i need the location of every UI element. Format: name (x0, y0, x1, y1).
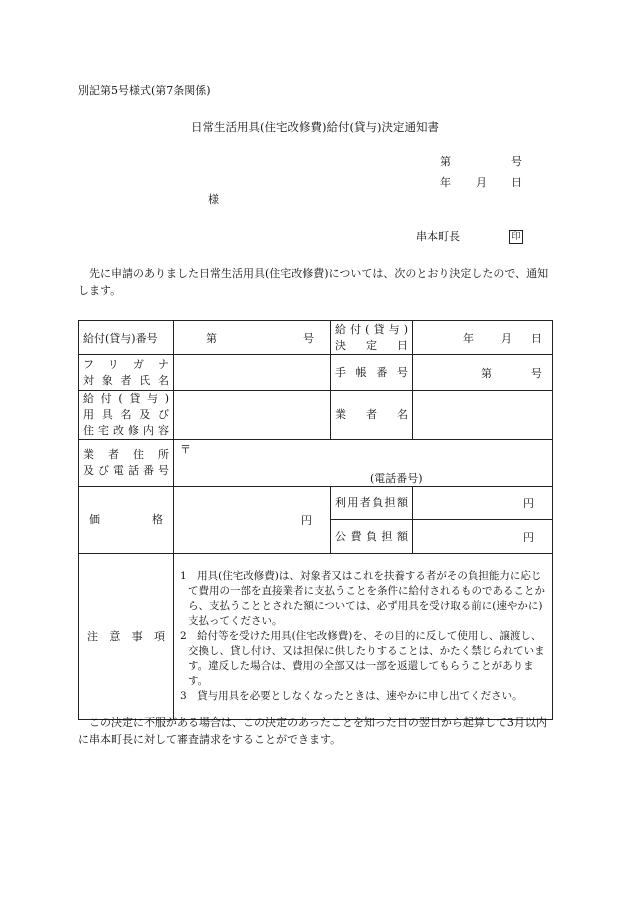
label-benefit-number: 給付(貸与)番号 (79, 321, 174, 355)
row-number (79, 321, 553, 355)
intro-paragraph: 先に申請のありました日常生活用具(住宅改修費)については、次のとおり決定したので、通知します。 (78, 267, 549, 297)
label-decision-date: 給付(貸与) 決定日 (331, 321, 413, 355)
value-vendor-name (413, 391, 553, 440)
decision-table (78, 320, 553, 720)
value-public-burden: 円 (413, 520, 553, 554)
seal-mark (509, 229, 523, 244)
row-price-1 (79, 487, 553, 520)
label-item-content: 給付(貸与) 用具名及び 住宅改修内容 (79, 391, 174, 440)
label-vendor-name: 業者名 (331, 391, 413, 440)
form-reference: 別記第5号様式(第7条関係) (78, 84, 211, 97)
value-user-burden: 円 (413, 487, 553, 520)
footer-paragraph: この決定に不服がある場合は、この決定のあったことを知った日の翌日から起算して3月以内に串本町長に対して審査請求をすることができます。 (78, 716, 547, 746)
number-dai: 第 (440, 155, 451, 168)
addressee-sama: 様 (208, 193, 219, 206)
value-vendor-address (174, 440, 553, 487)
notes-content (174, 554, 553, 720)
date-month: 月 (476, 176, 487, 189)
row-name (79, 355, 553, 391)
label-notes: 注意事項 (79, 554, 174, 720)
value-handbook-number: 第 号 (413, 355, 553, 391)
label-price: 価格 (79, 487, 174, 554)
value-benefit-number: 第 号 (174, 321, 331, 355)
note-item: 3 貸与用具を必要としなくなったときは、速やかに申し出てください。 (180, 690, 523, 702)
label-public-burden: 公費負担額 (331, 520, 413, 554)
value-price: 円 (174, 487, 331, 554)
row-vendor-address (79, 440, 553, 487)
row-item (79, 391, 553, 440)
value-decision-date: 年 月 日 (413, 321, 553, 355)
number-go: 号 (511, 155, 522, 168)
row-notes (79, 554, 553, 720)
document-title: 日常生活用具(住宅改修費)給付(貸与)決定通知書 (191, 120, 439, 134)
note-item: 1 用具(住宅改修費)は、対象者又はこれを扶養する者がその負担能力に応じて費用の一部を直接業者に支払うことを条件に給付されるものであることから、支払うこととされた額については、必ず用具を受け取る前に(速やかに)支払ってください。 (180, 570, 545, 627)
label-vendor-address: 業者住所 及び電話番号 (79, 440, 174, 487)
date-year: 年 (440, 176, 451, 189)
seal-stamp: 印 (509, 230, 523, 244)
postal-mark: 〒 (180, 443, 191, 456)
label-handbook-number: 手帳番号 (331, 355, 413, 391)
issuer-name: 串本町長 (416, 230, 460, 243)
label-user-burden: 利用者負担額 (331, 487, 413, 520)
note-item: 2 給付等を受けた用具(住宅改修費)を、その目的に反して使用し、譲渡し、交換し、貸し付け、又は担保に供したりすることは、かたく禁じられています。違反した場合は、費用の全部又は一部を返還してもらうことがあります。 (180, 630, 545, 687)
label-furigana-name: フリガナ 対象者氏名 (79, 355, 174, 391)
date-day: 日 (511, 176, 522, 189)
value-name (174, 355, 331, 391)
value-item-content (174, 391, 331, 440)
phone-label: (電話番号) (370, 472, 423, 485)
